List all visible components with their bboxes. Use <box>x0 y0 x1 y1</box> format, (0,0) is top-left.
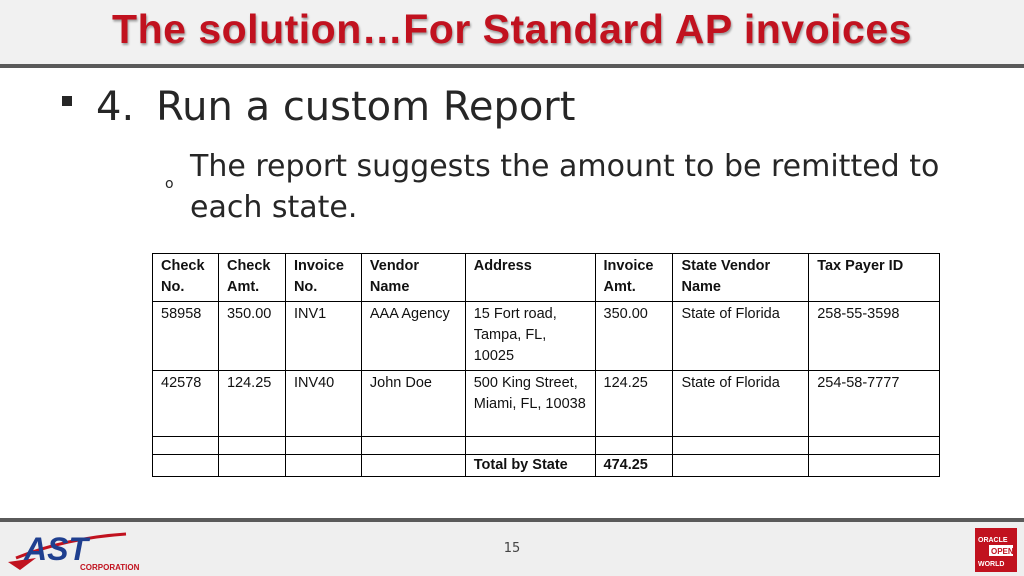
report-table <box>152 253 940 477</box>
table-cell <box>218 455 285 477</box>
slide-title: The solution…For Standard AP invoices <box>112 6 912 52</box>
table-cell: State of Florida <box>673 302 809 371</box>
table-cell <box>673 437 809 455</box>
oow-line-2: OPEN <box>991 547 1014 556</box>
table-cell <box>361 455 465 477</box>
table-row <box>153 371 940 437</box>
ast-logo-subtext: CORPORATION <box>80 563 140 572</box>
total-value: 474.25 <box>595 455 673 477</box>
table-cell: 58958 <box>153 302 219 371</box>
title-bar <box>0 0 1024 68</box>
circle-bullet-icon: o <box>165 176 174 192</box>
column-header: Vendor Name <box>361 254 465 302</box>
oracle-openworld-logo <box>975 528 1017 572</box>
table-cell <box>361 437 465 455</box>
table-cell: State of Florida <box>673 371 809 437</box>
table-cell: 42578 <box>153 371 219 437</box>
table-cell: 350.00 <box>595 302 673 371</box>
column-header: Invoice No. <box>285 254 361 302</box>
table-cell: 258-55-3598 <box>809 302 940 371</box>
table-cell <box>809 437 940 455</box>
bullet-level-1 <box>62 84 575 130</box>
table-cell: 350.00 <box>218 302 285 371</box>
column-header: State Vendor Name <box>673 254 809 302</box>
table-cell <box>285 455 361 477</box>
table-cell <box>809 455 940 477</box>
table-cell <box>595 437 673 455</box>
column-header: Address <box>465 254 595 302</box>
table-cell <box>218 437 285 455</box>
table-cell: INV40 <box>285 371 361 437</box>
oow-line-3: WORLD <box>978 561 1005 568</box>
table-cell <box>285 437 361 455</box>
table-cell: 500 King Street, Miami, FL, 10038 <box>465 371 595 437</box>
ast-logo-text: AST <box>24 531 88 567</box>
bullet-number: 4. <box>96 84 135 130</box>
table-cell <box>673 455 809 477</box>
column-header: Tax Payer ID <box>809 254 940 302</box>
column-header: Check Amt. <box>218 254 285 302</box>
oow-line-1: ORACLE <box>978 537 1008 544</box>
total-label: Total by State <box>465 455 595 477</box>
table-cell <box>465 437 595 455</box>
table-cell: INV1 <box>285 302 361 371</box>
table-cell: AAA Agency <box>361 302 465 371</box>
sub-bullet-text: The report suggests the amount to be remitted to each state. <box>190 149 940 225</box>
table-total-row <box>153 455 940 477</box>
column-header: Check No. <box>153 254 219 302</box>
column-header: Invoice Amt. <box>595 254 673 302</box>
table-row-empty <box>153 437 940 455</box>
table-row <box>153 302 940 371</box>
table-cell <box>153 437 219 455</box>
table-cell: 124.25 <box>595 371 673 437</box>
square-bullet-icon <box>62 96 72 106</box>
page-number: 15 <box>503 541 521 556</box>
table-cell: 124.25 <box>218 371 285 437</box>
table-cell: 254-58-7777 <box>809 371 940 437</box>
bullet-text: Run a custom Report <box>156 84 576 130</box>
table-cell: 15 Fort road, Tampa, FL, 10025 <box>465 302 595 371</box>
table-cell: John Doe <box>361 371 465 437</box>
table-cell <box>153 455 219 477</box>
table-header-row <box>153 254 940 302</box>
